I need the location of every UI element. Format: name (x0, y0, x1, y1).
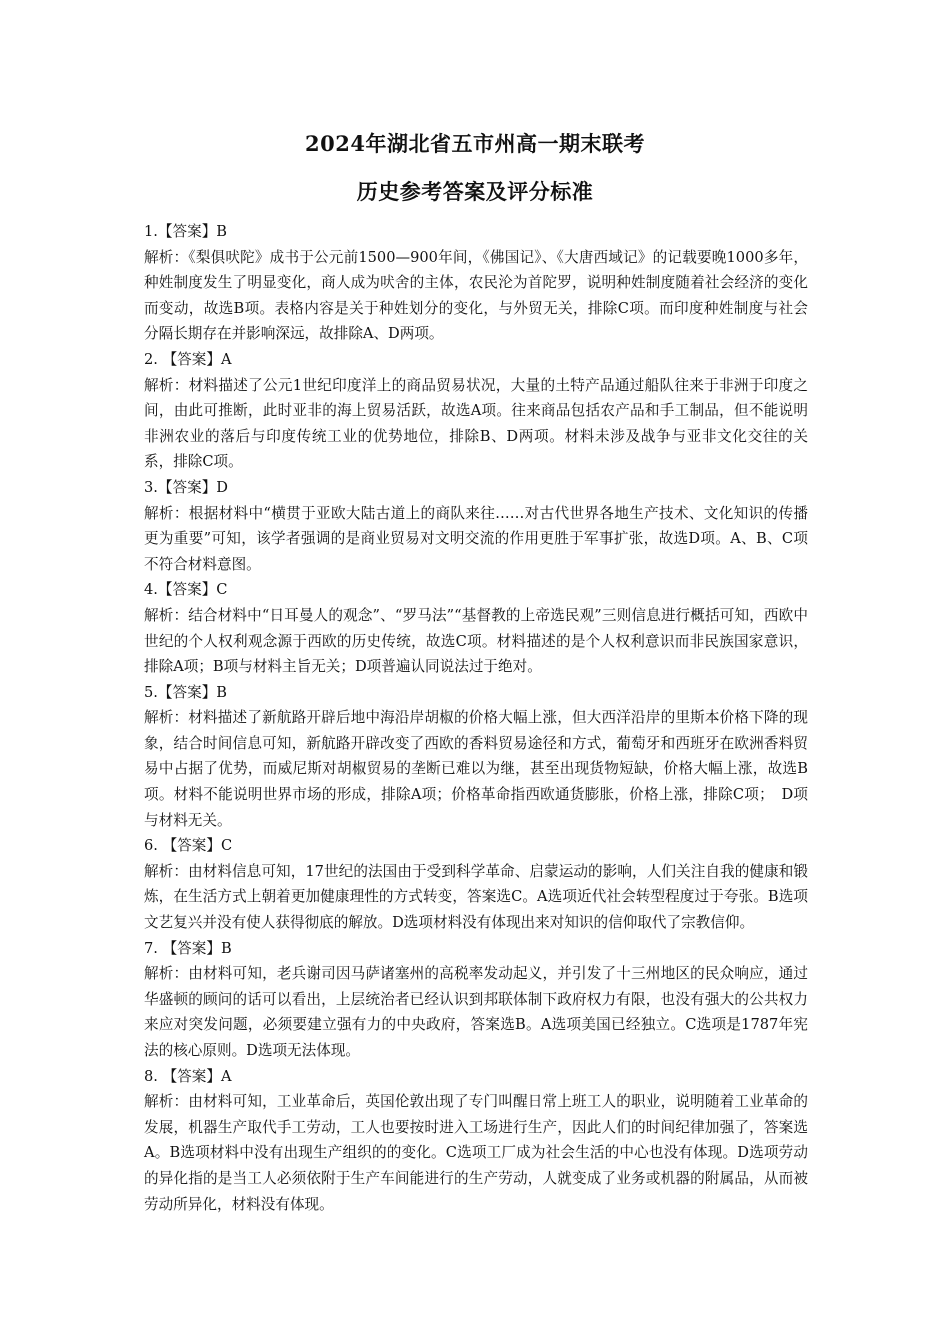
question-block (144, 1064, 808, 1218)
answer-analysis: 解析：由材料可知，工业革命后，英国伦敦出现了专门叫醒日常上班工人的职业，说明随着工业革命的发展，机器生产取代手工劳动，工人也要按时进入工场进行生产，因此人们的时间纪律加强了，答案选A。B选项材料中没有出现生产组织的的变化。C选项工厂成为社会生活的中心也没有体现。D选项劳动的异化指的是当工人必须依附于生产车间能进行的生产劳动，人就变成了业务或机器的附属品，从而被劳动所异化，材料没有体现。 (144, 1093, 808, 1213)
question-block (144, 219, 808, 347)
answer-analysis: 解析：结合材料中“日耳曼人的观念”、“罗马法”“基督教的上帝选民观”三则信息进行概括可知，西欧中世纪的个人权利观念源于西欧的历史传统，故选C项。材料描述的是个人权利意识而非民族国家意识，排除A项；B项与材料主旨无关；D项普遍认同说法过于绝对。 (144, 606, 808, 676)
answer-key: 8. 【答案】A (144, 1067, 232, 1085)
answer-analysis: 解析：材料描述了新航路开辟后地中海沿岸胡椒的价格大幅上涨，但大西洋沿岸的里斯本价格下降的现象，结合时间信息可知，新航路开辟改变了西欧的香料贸易途径和方式，葡萄牙和西班牙在欧洲香料贸易中占据了优势，而威尼斯对胡椒贸易的垄断已难以为继，甚至出现货物短缺，价格大幅上涨，故选B项。材料不能说明世界市场的形成，排除A项；价格革命指西欧通货膨胀，价格上涨，排除C项； D项与材料无关。 (144, 709, 808, 829)
answer-key: 4.【答案】C (144, 581, 228, 599)
answer-analysis: 解析：材料描述了公元1世纪印度洋上的商品贸易状况，大量的土特产品通过船队往来于非洲于印度之间，由此可推断，此时亚非的海上贸易活跃，故选A项。往来商品包括农产品和手工制品，但不能说明非洲农业的落后与印度传统工业的优势地位，排除B、D两项。材料未涉及战争与亚非文化交往的关系，排除C项。 (144, 376, 808, 471)
document-title: 2024年湖北省五市州高一期末联考 (305, 131, 645, 156)
answer-list (144, 219, 808, 1217)
answer-analysis: 解析：由材料可知，老兵谢司因马萨诸塞州的高税率发动起义，并引发了十三州地区的民众响应，通过华盛顿的顾问的话可以看出，上层统治者已经认识到邦联体制下政府权力有限，也没有强大的公共权力来应对突发问题，必须要建立强有力的中央政府，答案选B。A选项美国已经独立。C选项是1787年宪法的核心原则。D选项无法体现。 (144, 965, 808, 1059)
answer-key: 2. 【答案】A (144, 350, 232, 368)
question-block (144, 347, 808, 475)
answer-key: 7. 【答案】B (144, 939, 232, 957)
document-subtitle: 历史参考答案及评分标准 (356, 179, 594, 204)
answer-key: 6. 【答案】C (144, 837, 233, 855)
answer-key: 5.【答案】B (144, 683, 228, 701)
answer-analysis: 解析：根据材料中“横贯于亚欧大陆古道上的商队来往……对古代世界各地生产技术、文化知识的传播更为重要”可知，该学者强调的是商业贸易对文明交流的作用更胜于军事扩张，故选D项。A、B、C项不符合材料意图。 (144, 504, 808, 573)
answer-analysis: 解析：由材料信息可知，17世纪的法国由于受到科学革命、启蒙运动的影响，人们关注自我的健康和锻炼，在生活方式上朝着更加健康理性的方式转变，答案选C。A选项近代社会转型程度过于夸张。B选项文艺复兴并没有使人获得彻底的解放。D选项材料没有体现出来对知识的信仰取代了宗教信仰。 (144, 862, 808, 932)
question-block (144, 577, 808, 679)
answer-analysis: 解析：《梨俱吠陀》成书于公元前1500—900年间，《佛国记》、《大唐西域记》的记载要晚1000多年，种姓制度发生了明显变化，商人成为吠舍的主体，农民沦为首陀罗，说明种姓制度随着社会经济的变化而变动，故选B项。表格内容是关于种姓划分的变化，与外贸无关，排除C项。而印度种姓制度与社会分隔长期存在并影响深远，故排除A、D两项。 (144, 248, 808, 343)
answer-key: 3.【答案】D (144, 478, 228, 496)
question-block (144, 475, 808, 577)
question-block (144, 833, 808, 935)
question-block (144, 936, 808, 1064)
question-block (144, 680, 808, 834)
answer-key: 1.【答案】B (144, 223, 228, 240)
